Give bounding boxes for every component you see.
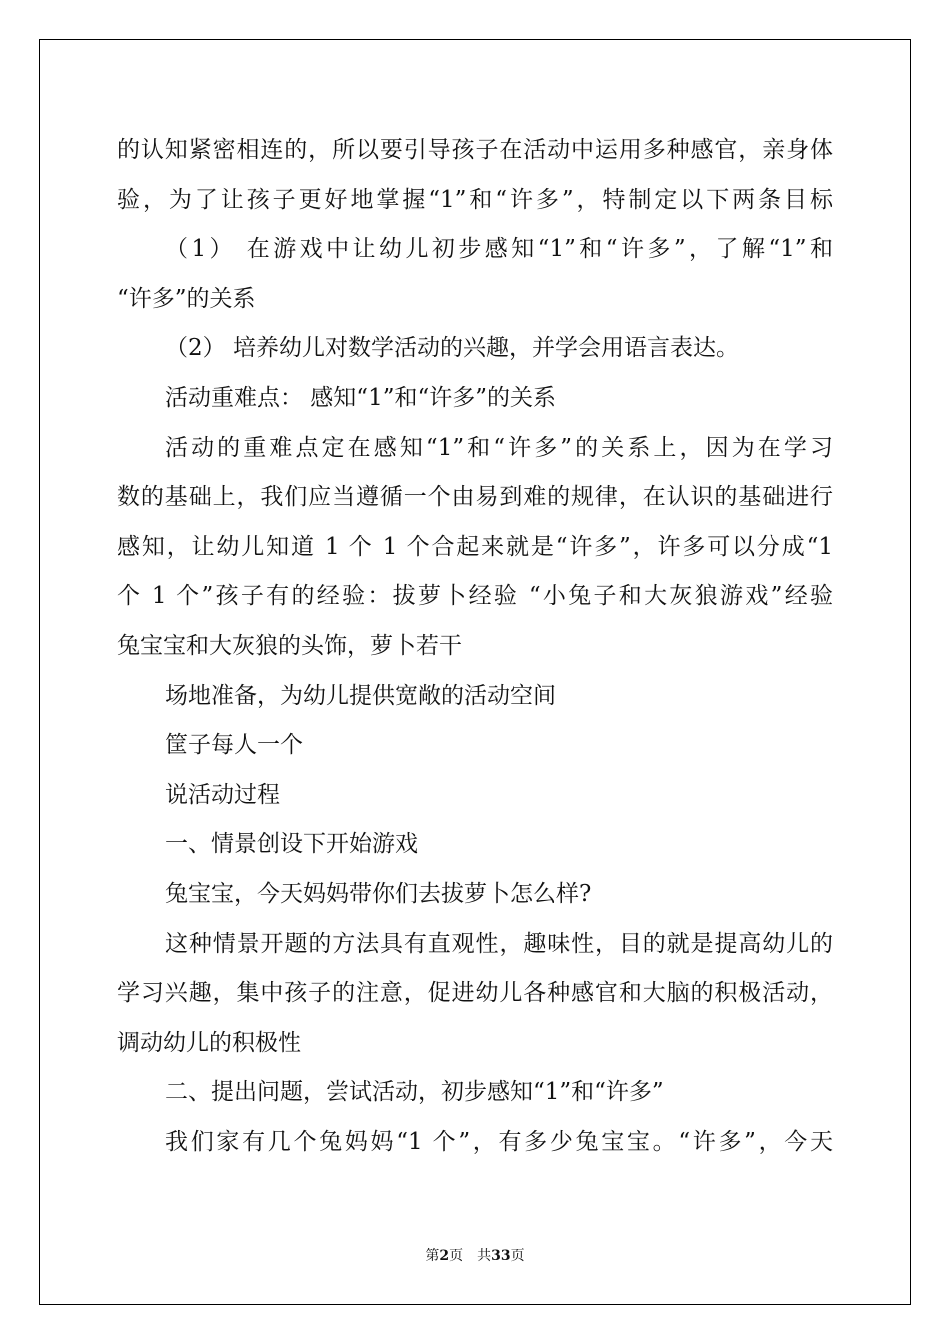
total-prefix: 共 (477, 1248, 492, 1264)
page-suffix: 页 (449, 1248, 464, 1264)
text-line: 个 1 个”孩子有的经验：拔萝卜经验 “小兔子和大灰狼游戏”经验 (117, 583, 833, 610)
text-line: 活动的重难点定在感知“1”和“许多”的关系上，因为在学习 (165, 434, 833, 461)
text-line: 一、情景创设下开始游戏 (165, 831, 418, 858)
page-footer (0, 1245, 950, 1265)
text-line: 兔宝宝和大灰狼的头饰，萝卜若干 (117, 632, 462, 659)
text-line: 场地准备，为幼儿提供宽敞的活动空间 (165, 682, 556, 709)
page-prefix: 第 (425, 1248, 440, 1264)
text-line: 这种情景开题的方法具有直观性，趣味性，目的就是提高幼儿的 (165, 930, 833, 957)
page-number: 2 (439, 1248, 450, 1264)
text-line: “许多”的关系 (117, 285, 256, 312)
text-line: 筐子每人一个 (165, 732, 303, 759)
text-line: 我们家有几个兔妈妈“1 个”，有多少兔宝宝。“许多”，今天 (165, 1128, 833, 1155)
text-line: 学习兴趣，集中孩子的注意，促进幼儿各种感官和大脑的积极活动， (117, 980, 833, 1007)
text-line: 的认知紧密相连的，所以要引导孩子在活动中运用多种感官，亲身体 (117, 137, 833, 163)
total-pages: 33 (491, 1248, 511, 1264)
text-line: （2） 培养幼儿对数学活动的兴趣，并学会用语言表达。 (165, 335, 739, 362)
document-body (117, 126, 833, 1167)
text-line: 说活动过程 (165, 781, 280, 808)
text-line: 数的基础上，我们应当遵循一个由易到难的规律，在认识的基础进行 (117, 484, 833, 511)
text-line: 活动重难点： 感知“1”和“许多”的关系 (165, 384, 556, 411)
text-line: 兔宝宝，今天妈妈带你们去拔萝卜怎么样? (165, 880, 592, 907)
total-suffix: 页 (510, 1248, 525, 1264)
text-line: 验，为了让孩子更好地掌握“1”和“许多”，特制定以下两条目标 (117, 186, 833, 213)
text-line: 二、提出问题，尝试活动，初步感知“1”和“许多” (165, 1079, 664, 1106)
text-line: （1） 在游戏中让幼儿初步感知“1”和“许多”，了解“1”和 (165, 236, 833, 263)
text-line: 调动幼儿的积极性 (117, 1029, 301, 1056)
text-line: 感知，让幼儿知道 1 个 1 个合起来就是“许多”，许多可以分成“1 (117, 533, 833, 560)
